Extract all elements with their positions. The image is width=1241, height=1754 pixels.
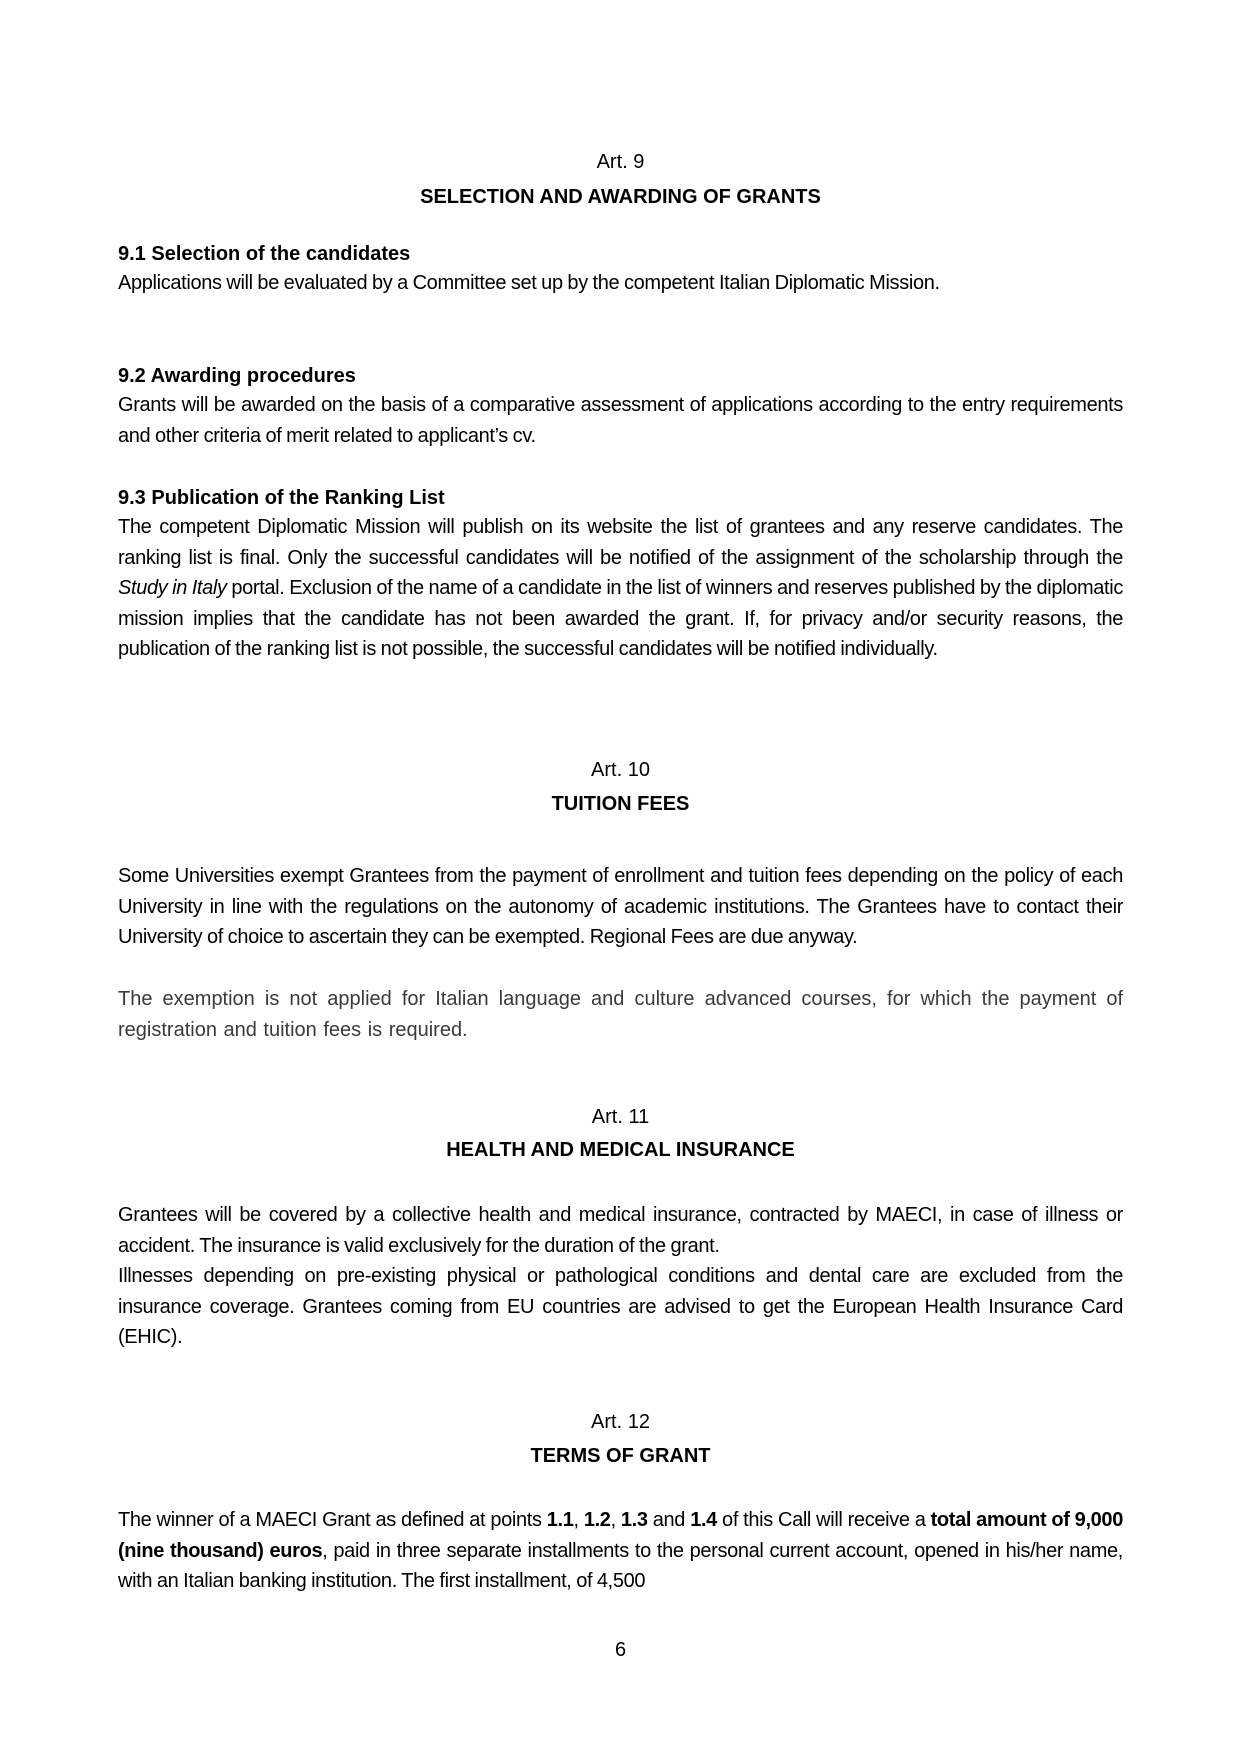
- article-10-paragraph-2: The exemption is not applied for Italian language and culture advanced courses, for which the payment of registration and tuition fees is required.: [118, 988, 1123, 1041]
- section-9-3-text: [118, 512, 1123, 665]
- section-9-3-text-part1: The competent Diplomatic Mission will publish on its website the list of grantees and any reserve candidates. The ranking list is final. Only the successful candidates will be notified of the assignment of the scholarship through the: [118, 516, 1123, 569]
- text-run: of this Call will receive a: [716, 1509, 931, 1531]
- article-10-number: Art. 10: [591, 759, 650, 781]
- section-9-3-text-part2: portal. Exclusion of the name of a candidate in the list of winners and reserves published by the diplomatic mission implies that the candidate has not been awarded the grant. If, for privacy and/or security reasons, the publication of the ranking list is not possible, the successful candidates will be notified individually.: [118, 577, 1123, 660]
- article-12-number: Art. 12: [591, 1411, 650, 1433]
- section-9-2-text: Grants will be awarded on the basis of a comparative assessment of applications according to the entry requirements and other criteria of merit related to applicant’s cv.: [118, 394, 1123, 447]
- article-10-paragraph-1: Some Universities exempt Grantees from the payment of enrollment and tuition fees depending on the policy of each University in line with the regulations on the autonomy of academic institutions. The Grantees have to contact their University of choice to ascertain they can be exempted. Regional Fees are due anyway.: [118, 865, 1123, 948]
- total-amount: total amount of 9,000 (nine thousand) euros: [118, 1509, 1123, 1562]
- article-11-paragraph-2: Illnesses depending on pre-existing physical or pathological conditions and dental care are excluded from the insurance coverage. Grantees coming from EU countries are advised to get the European Health Insurance Card (EHIC).: [118, 1265, 1123, 1348]
- section-9-2-heading: 9.2 Awarding procedures: [118, 365, 356, 387]
- page-number: 6: [614, 1639, 627, 1661]
- study-in-italy-portal-name: Study in Italy: [118, 577, 227, 599]
- section-9-3-heading: 9.3 Publication of the Ranking List: [118, 487, 445, 509]
- point-1-2: 1.2: [583, 1509, 611, 1531]
- section-9-1-heading: 9.1 Selection of the candidates: [118, 243, 411, 265]
- text-run: ,: [610, 1509, 621, 1531]
- article-11-paragraph-1: Grantees will be covered by a collective health and medical insurance, contracted by MAECI, in case of illness or accident. The insurance is valid exclusively for the duration of the grant.: [118, 1204, 1123, 1257]
- article-12-title: TERMS OF GRANT: [530, 1445, 711, 1467]
- point-1-4: 1.4: [690, 1509, 717, 1531]
- article-9-number: Art. 9: [596, 151, 645, 173]
- text-run: , paid in three separate installments to the personal current account, opened in his/her name, with an Italian banking institution. The first installment, of 4,500: [118, 1539, 1123, 1592]
- text-run: and: [647, 1509, 691, 1531]
- article-12-paragraph-1: [118, 1505, 1123, 1597]
- article-10-title: TUITION FEES: [551, 793, 690, 815]
- article-9-title: SELECTION AND AWARDING OF GRANTS: [420, 186, 821, 208]
- section-9-1-text: Applications will be evaluated by a Committee set up by the competent Italian Diplomatic Mission.: [118, 272, 940, 294]
- text-run: ,: [573, 1509, 584, 1531]
- article-11-title: HEALTH AND MEDICAL INSURANCE: [446, 1139, 795, 1161]
- article-11-number: Art. 11: [591, 1106, 650, 1128]
- point-1-1: 1.1: [546, 1509, 574, 1531]
- text-run: The winner of a MAECI Grant as defined at points: [118, 1509, 547, 1531]
- point-1-3: 1.3: [620, 1509, 648, 1531]
